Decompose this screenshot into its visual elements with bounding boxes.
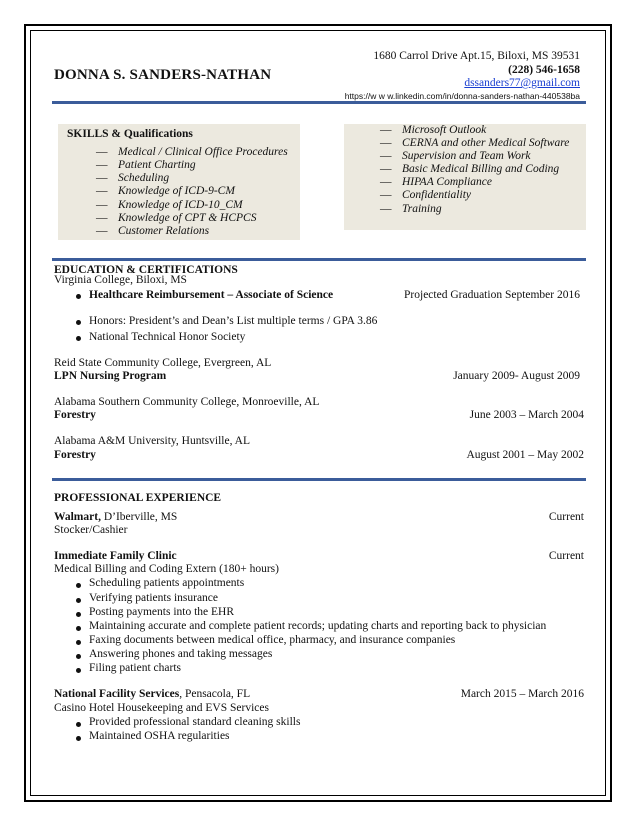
job-date: Current: [548, 550, 584, 562]
program-name: Forestry: [54, 409, 96, 421]
duty-item: Filing patient charts: [89, 662, 181, 674]
skill-item: — Basic Medical Billing and Coding: [380, 163, 560, 175]
skill-item: — Customer Relations: [96, 225, 210, 237]
duty-item: Maintained OSHA regularities: [89, 730, 230, 742]
job-date: March 2015 – March 2016: [460, 688, 584, 700]
skill-item: — CERNA and other Medical Software: [380, 137, 570, 149]
skill-item: — Patient Charting: [96, 159, 196, 171]
duty-item: Provided professional standard cleaning skills: [89, 716, 301, 728]
honor-item: Honors: President’s and Dean’s List multiple terms / GPA 3.86: [89, 315, 378, 327]
bullet-dot: [76, 640, 81, 645]
duty-item: Posting payments into the EHR: [89, 606, 235, 618]
phone: (228) 546-1658: [508, 64, 580, 76]
job-role: Medical Billing and Coding Extern (180+ hours): [54, 563, 279, 575]
bullet-dot: [76, 583, 81, 588]
employer: National Facility Services, Pensacola, FL: [54, 688, 251, 700]
program-name: LPN Nursing Program: [54, 370, 167, 382]
skill-item: — Training: [380, 203, 442, 215]
program-date: August 2001 – May 2002: [466, 449, 584, 461]
job-role: Casino Hotel Housekeeping and EVS Services: [54, 702, 269, 714]
program-date: June 2003 – March 2004: [469, 409, 584, 421]
program-name: Healthcare Reimbursement – Associate of Science: [89, 289, 334, 301]
email-link[interactable]: dssanders77@gmail.com: [464, 77, 580, 89]
honor-item: National Technical Honor Society: [89, 331, 246, 343]
education-rule: [52, 258, 586, 261]
employer: Walmart, D’Iberville, MS: [54, 511, 178, 523]
school-name: Alabama A&M University, Huntsville, AL: [54, 435, 251, 447]
skills-title: SKILLS & Qualifications: [67, 128, 193, 140]
school-name: Alabama Southern Community College, Monroeville, AL: [54, 396, 320, 408]
skill-item: — Knowledge of CPT & HCPCS: [96, 212, 257, 224]
program-date: January 2009- August 2009: [453, 370, 580, 382]
skill-item: — Microsoft Outlook: [380, 124, 487, 136]
program-name: Forestry: [54, 449, 96, 461]
bullet-dot: [76, 612, 81, 617]
skill-item: — Confidentiality: [380, 189, 471, 201]
bullet-dot: [76, 654, 81, 659]
school-name: Virginia College, Biloxi, MS: [54, 274, 187, 286]
duty-item: Maintaining accurate and complete patient records; updating charts and reporting back to physician: [89, 620, 547, 632]
skill-item: — Knowledge of ICD-10_CM: [96, 199, 243, 211]
job-date: Current: [548, 511, 584, 523]
experience-rule: [52, 478, 586, 481]
skill-item: — Scheduling: [96, 172, 170, 184]
skill-item: — HIPAA Compliance: [380, 176, 492, 188]
duty-item: Scheduling patients appointments: [89, 577, 245, 589]
skill-item: — Knowledge of ICD-9-CM: [96, 185, 235, 197]
school-name: Reid State Community College, Evergreen, AL: [54, 357, 272, 369]
bullet-dot: [76, 736, 81, 741]
program-date: Projected Graduation September 2016: [404, 289, 580, 301]
bullet-dot: [76, 626, 81, 631]
candidate-name: DONNA S. SANDERS-NATHAN: [54, 67, 272, 83]
bullet-dot: [76, 722, 81, 727]
duty-item: Answering phones and taking messages: [89, 648, 273, 660]
bullet-dot: [76, 336, 81, 341]
skill-item: — Medical / Clinical Office Procedures: [96, 146, 288, 158]
bullet-dot: [76, 668, 81, 673]
bullet-dot: [76, 320, 81, 325]
bullet-dot: [76, 294, 81, 299]
duty-item: Faxing documents between medical office, pharmacy, and insurance companies: [89, 634, 456, 646]
job-role: Stocker/Cashier: [54, 524, 128, 536]
duty-item: Verifying patients insurance: [89, 592, 219, 604]
experience-title: PROFESSIONAL EXPERIENCE: [54, 492, 222, 504]
skill-item: — Supervision and Team Work: [380, 150, 531, 162]
linkedin-url[interactable]: https://w w w.linkedin.com/in/donna-sanders-nathan-440538ba: [344, 91, 580, 101]
header-rule: [52, 101, 586, 104]
address: 1680 Carrol Drive Apt.15, Biloxi, MS 39531: [373, 50, 580, 62]
bullet-dot: [76, 598, 81, 603]
education-title: EDUCATION & CERTIFICATIONS: [54, 264, 238, 276]
employer: Immediate Family Clinic: [54, 550, 177, 562]
